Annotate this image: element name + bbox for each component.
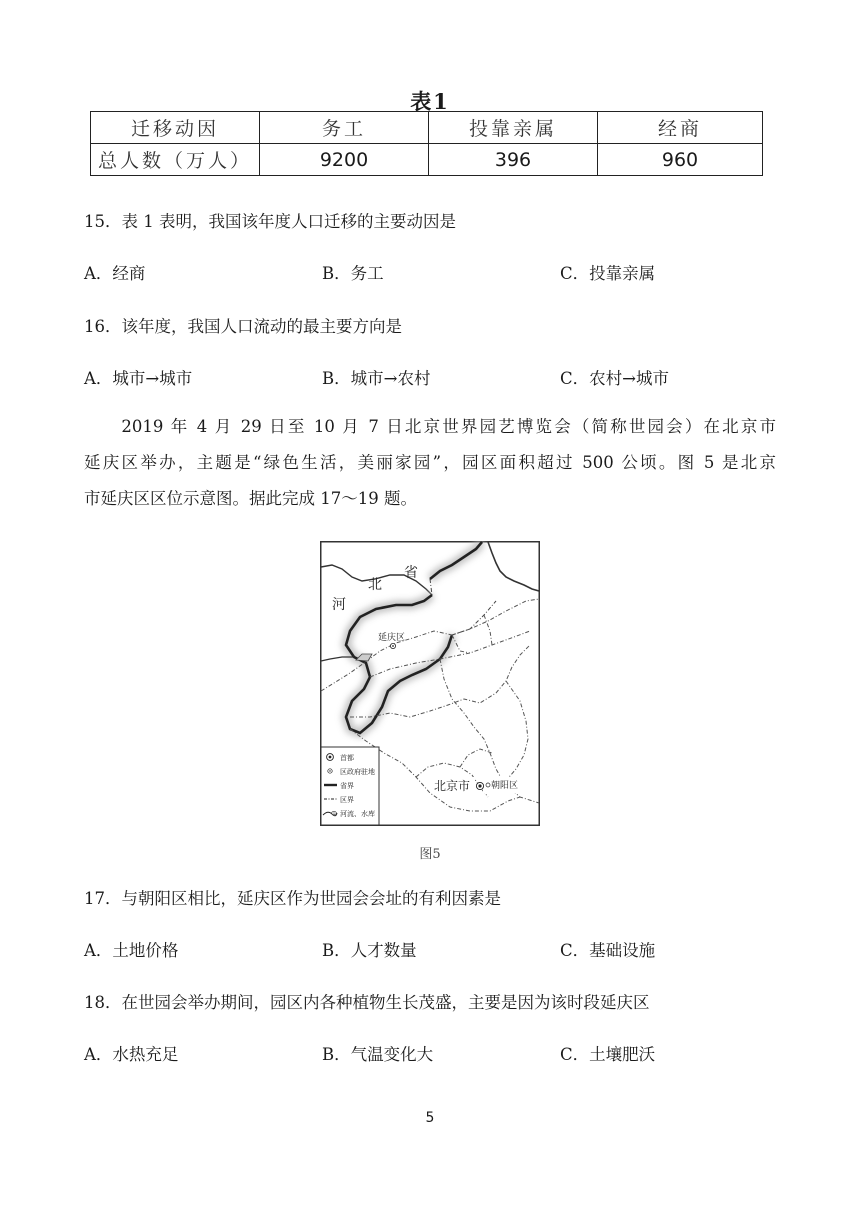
map-label-beijing: 北京市 xyxy=(434,779,471,793)
question-16-option-a: A．城市→城市 xyxy=(84,369,193,388)
legend-label: 区政府驻地 xyxy=(340,768,375,776)
map-legend xyxy=(321,747,379,825)
question-18-option-c: C．土壤肥沃 xyxy=(560,1045,656,1064)
page-number: 5 xyxy=(425,1110,435,1126)
question-16-stem: 16．该年度，我国人口流动的最主要方向是 xyxy=(84,317,402,336)
legend-label: 省界 xyxy=(340,782,354,790)
migration-table xyxy=(90,111,763,176)
table-row xyxy=(91,144,763,176)
map-label-yanqing: 延庆区 xyxy=(378,633,406,643)
question-15-option-c: C．投靠亲属 xyxy=(560,264,656,283)
table-cell: 经商 xyxy=(598,112,763,144)
question-17-option-b: B．人才数量 xyxy=(322,941,417,960)
passage-line: 2019 年 4 月 29 日至 10 月 7 日北京世界园艺博览会（简称世园会）在北京市 xyxy=(84,417,776,436)
passage-line: 市延庆区区位示意图。据此完成 17～19 题。 xyxy=(84,489,417,508)
question-15-option-b: B．务工 xyxy=(322,264,384,283)
table-cell: 投靠亲属 xyxy=(429,112,598,144)
legend-label: 河流、水库 xyxy=(340,810,375,818)
question-15-stem: 15．表 1 表明，我国该年度人口迁移的主要动因是 xyxy=(84,212,456,231)
table-cell: 9200 xyxy=(260,144,429,176)
question-17-stem: 17．与朝阳区相比，延庆区作为世园会会址的有利因素是 xyxy=(84,889,501,908)
map-label-he: 河 xyxy=(332,597,346,613)
table-cell: 总人数（万人） xyxy=(91,144,260,176)
passage-line: 延庆区举办，主题是“绿色生活，美丽家园”，园区面积超过 500 公顷。图 5 是北京 xyxy=(84,453,776,472)
map-label-chaoyang: 朝阳区 xyxy=(491,781,519,791)
question-18-stem: 18．在世园会举办期间，园区内各种植物生长茂盛，主要是因为该时段延庆区 xyxy=(84,993,650,1012)
map-label-sheng: 省 xyxy=(404,565,418,581)
figure-caption: 图5 xyxy=(419,847,441,862)
legend-label: 区界 xyxy=(340,796,354,804)
yanqing-location-map xyxy=(320,541,540,826)
legend-label: 首都 xyxy=(340,754,354,762)
table-cell: 迁移动因 xyxy=(91,112,260,144)
question-18-option-b: B．气温变化大 xyxy=(322,1045,434,1064)
question-18-option-a: A．水热充足 xyxy=(84,1045,179,1064)
question-17-option-a: A．土地价格 xyxy=(84,941,179,960)
table-title: 表1 xyxy=(410,89,450,114)
table-row xyxy=(91,112,763,144)
table-cell: 务工 xyxy=(260,112,429,144)
table-cell: 396 xyxy=(429,144,598,176)
map-label-bei: 北 xyxy=(368,577,382,593)
question-16-option-b: B．城市→农村 xyxy=(322,369,431,388)
table-cell: 960 xyxy=(598,144,763,176)
question-16-option-c: C．农村→城市 xyxy=(560,369,669,388)
question-15-option-a: A．经商 xyxy=(84,264,146,283)
question-17-option-c: C．基础设施 xyxy=(560,941,656,960)
